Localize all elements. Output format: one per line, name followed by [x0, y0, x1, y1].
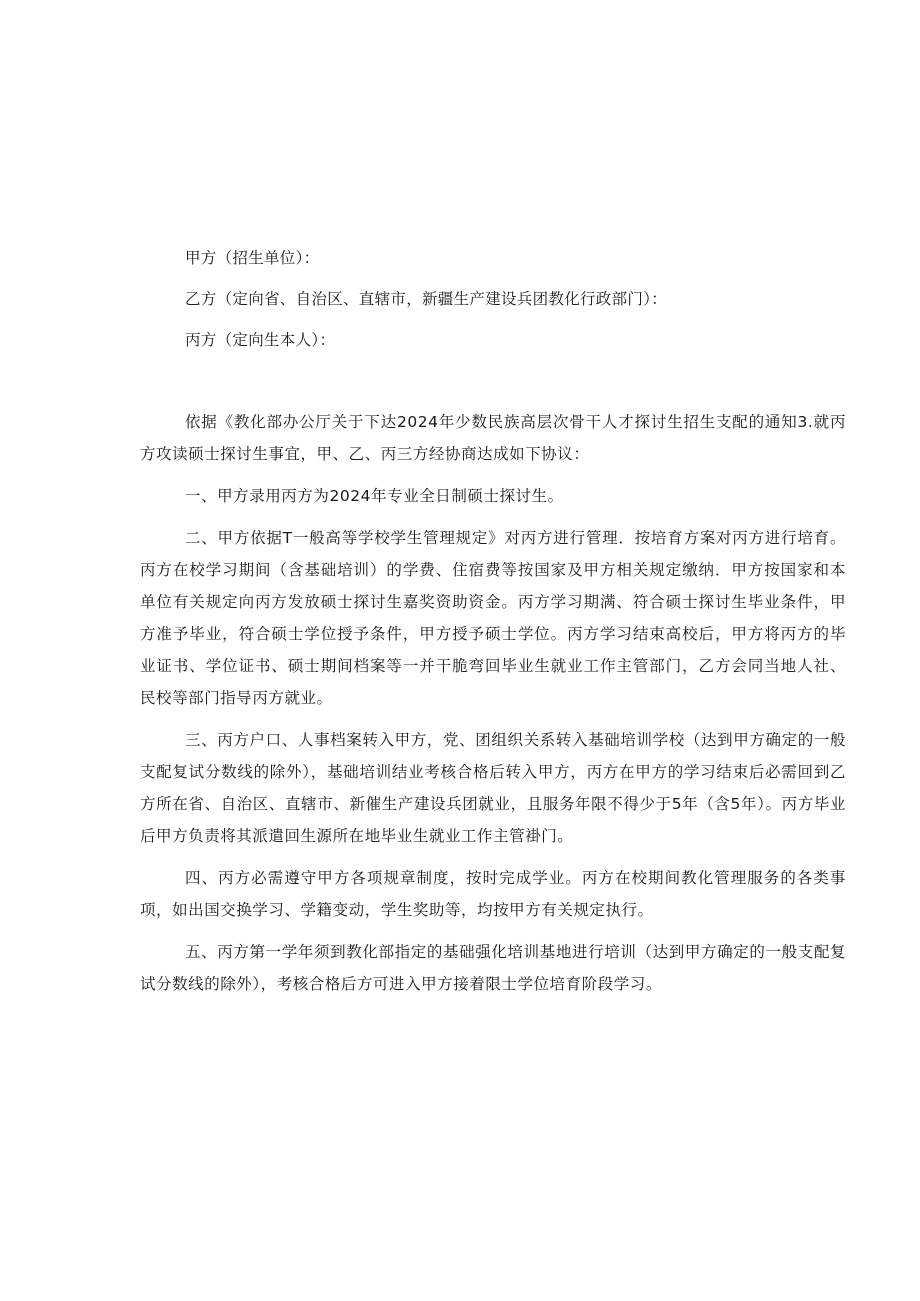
clause-1-paragraph: 一、甲方录用丙方为2024年专业全日制硕士探讨生。: [185, 487, 564, 505]
party-a-line: 甲方（招生单位）：: [185, 249, 320, 267]
clause-2-paragraph: 二、甲方依据T一般高等学校学生管理规定》对丙方进行管理．按培育方案对丙方进行培育。丙方在校学习期间（含基础培训）的学费、住宿费等按国家及甲方相关规定缴纳．甲方按国家和本单位有关规定向丙方发放硕士探讨生嘉奖资助资金。丙方学习期满、符合硕士探讨生毕业条件，甲方准予毕业，符合硕士学位授予条件，甲方授予硕士学位。丙方学习结束高校后，甲方将丙方的毕业证书、学位证书、硕士期间档案等一并干脆弯回毕业生就业工作主管部门，乙方会同当地人社、民校等部门指导丙方就业。: [140, 529, 846, 707]
clause-4-paragraph: 四、丙方必需遵守甲方各项规章制度，按时完成学业。丙方在校期间教化管理服务的各类事项，如出国交换学习、学籍变动，学生奖助等，均按甲方有关规定执行。: [140, 869, 846, 919]
clause-3-paragraph: 三、丙方户口、人事档案转入甲方，党、团组织关系转入基础培训学校（达到甲方确定的一般支配复试分数线的除外），基础培训结业考核合格后转入甲方，丙方在甲方的学习结束后必需回到乙方所在省、自治区、直辖市、新催生产建设兵团就业，且服务年限不得少于5年（含5年）。丙方毕业后甲方负责将其派遣回生源所在地毕业生就业工作主管褂门。: [140, 731, 846, 845]
clause-5-paragraph: 五、丙方第一学年须到教化部指定的基础强化培训基地进行培训（达到甲方确定的一般支配复试分数线的除外），考核合格后方可进入甲方接着限士学位培育阶段学习。: [140, 943, 846, 993]
party-b-line: 乙方（定向省、自治区、直辖市，新疆生产建设兵团教化行政部门）：: [185, 290, 668, 308]
preamble-paragraph: 依据《教化部办公厅关于下达2024年少数民族高层次骨干人才探讨生招生支配的通知3.就丙方攻读硕士探讨生事宜，甲、乙、丙三方经协商达成如下协议：: [140, 413, 846, 463]
party-c-line: 丙方（定向生本人）：: [185, 331, 336, 349]
document-body: [140, 248, 846, 1010]
